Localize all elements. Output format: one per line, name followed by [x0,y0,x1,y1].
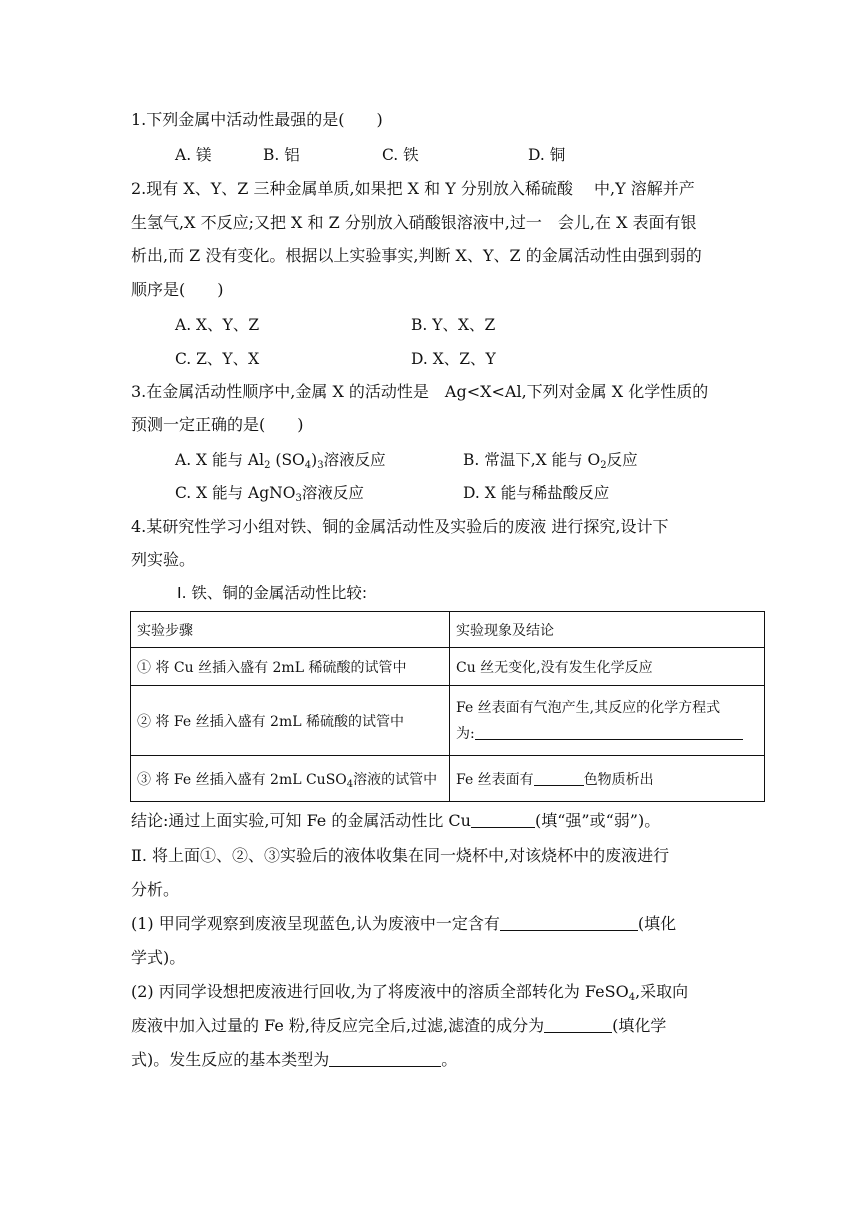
q2-option-b: B. Y、X、Z [411,316,496,334]
q4-part1-title: Ⅰ. 铁、铜的金属活动性比较: [177,584,368,602]
q1-option-c: C. 铁 [382,146,419,164]
result-line-1: Fe 丝表面有气泡产生,其反应的化学方程式 [456,699,721,716]
sub2-line-2: 废液中加入过量的 Fe 粉,待反应完全后,过滤,滤渣的成分为 (填化学 [131,1016,667,1035]
answer-blank[interactable] [544,1017,612,1033]
table-cell-step: ② 将 Fe 丝插入盛有 2mL 稀硫酸的试管中 [131,686,450,756]
answer-blank[interactable] [329,1051,441,1067]
q1-stem: 1.下列金属中活动性最强的是( ) [131,110,383,129]
q3-line-1: 3.在金属活动性顺序中,金属 X 的活动性是 Ag<X<Al,下列对金属 X 化学性质的 [131,382,709,401]
sub2-line-1: (2) 丙同学设想把废液进行回收,为了将废液中的溶质全部转化为 FeSO$_4$,采取向 [131,982,689,1003]
part2-line-1: Ⅱ. 将上面①、②、③实验后的液体收集在同一烧杯中,对该烧杯中的废液进行 [131,846,670,865]
q2-option-d: D. X、Z、Y [411,350,496,368]
table-row [131,686,765,756]
answer-blank[interactable] [534,770,584,786]
q4-line-2: 列实验。 [131,550,196,569]
table-cell-step: ① 将 Cu 丝插入盛有 2mL 稀硫酸的试管中 [131,648,450,686]
part2-line-2: 分析。 [131,880,180,899]
answer-blank[interactable] [475,724,743,740]
q4-line-1: 4.某研究性学习小组对铁、铜的金属活动性及实验后的废液 进行探究,设计下 [131,517,669,536]
q3-option-d: D. X 能与稀盐酸反应 [463,484,610,502]
table-row [131,648,765,686]
q2-line-4: 顺序是( ) [131,280,224,299]
sub1-line-2: 学式)。 [131,948,186,967]
conclusion-line: 结论:通过上面实验,可知 Fe 的金属活动性比 Cu (填“强”或“弱”)。 [131,811,661,830]
q3-option-b: B. 常温下,X 能与 $O_2$反应 [463,451,638,471]
q2-line-1: 2.现有 X、Y、Z 三种金属单质,如果把 X 和 Y 分别放入稀硫酸 中,Y 溶解并产 [131,179,695,198]
table-cell-result: Cu 丝无变化,没有发生化学反应 [450,648,765,686]
q2-line-3: 析出,而 Z 没有变化。根据以上实验事实,判断 X、Y、Z 的金属活动性由强到弱的 [131,246,702,265]
q3-line-2: 预测一定正确的是( ) [131,415,304,434]
table-row [131,756,765,802]
q3-option-a: A. X 能与 $Al_2$ $(SO_4)_3$溶液反应 [175,451,386,471]
table-header-step: 实验步骤 [131,612,450,648]
result-line-2: 为: [456,721,758,747]
answer-blank[interactable] [500,915,638,931]
sub1-line-1: (1) 甲同学观察到废液呈现蓝色,认为废液中一定含有 (填化 [131,914,677,933]
q1-option-a: A. 镁 [175,146,212,164]
table-header-row [131,612,765,648]
q3-option-c: C. X 能与 AgNO$_3$溶液反应 [175,484,364,504]
experiment-table [130,611,765,802]
table-cell-result: Fe 丝表面有 色物质析出 [450,756,765,802]
q1-option-d: D. 铜 [528,146,566,164]
q2-option-a: A. X、Y、Z [175,316,260,334]
q2-line-2: 生氢气,X 不反应;又把 X 和 Z 分别放入硝酸银溶液中,过一 会儿,在 X 表面有银 [131,213,697,232]
table-header-result: 实验现象及结论 [450,612,765,648]
q1-option-b: B. 铝 [263,146,300,164]
sub2-line-3: 式)。发生反应的基本类型为 。 [131,1050,458,1069]
table-cell-step: ③ 将 Fe 丝插入盛有 2mL CuSO$_4$溶液的试管中 [131,756,450,802]
q2-option-c: C. Z、Y、X [175,350,260,368]
table-cell-result [450,686,765,756]
answer-blank[interactable] [471,812,535,828]
